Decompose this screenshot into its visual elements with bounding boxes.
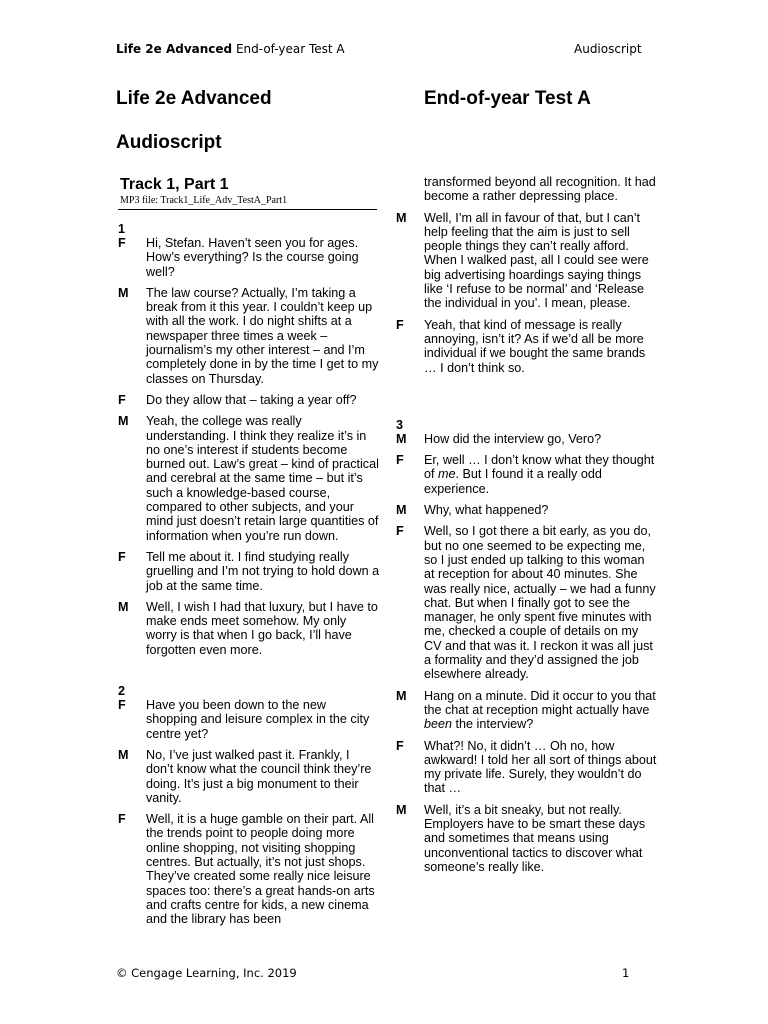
heading-rule bbox=[118, 209, 377, 210]
dialogue-turn bbox=[396, 739, 658, 796]
turn-text: Well, I wish I had that luxury, but I have to make ends meet somehow. My only worry is that when I go back, I’ll have forgotten even more. bbox=[146, 599, 378, 657]
track-heading: Track 1, Part 1 bbox=[120, 176, 229, 193]
dialogue-turn bbox=[118, 286, 380, 386]
section-spacer bbox=[118, 664, 380, 684]
dialogue-turn bbox=[118, 414, 380, 543]
turn-text: Yeah, that kind of message is really annoying, isn’t it? As if we’d all be more individual if we bought the same brands … I don’t think so. bbox=[424, 317, 646, 375]
turn-text: Well, so I got there a bit early, as you do, but no one seemed to be expecting me, so I just ended up talking to this woman at reception for about 40 minutes. She was really nice, actually – we had a funny chat. But when I finally got to see the manager, he only spent five minutes with me, checked a couple of details on my CV and that was it. I reckon it was all just a formality and they’d assigned the job elsewhere already. bbox=[424, 524, 656, 682]
dialogue-turn bbox=[396, 211, 658, 311]
turn-text bbox=[424, 689, 658, 732]
section-number: 3 bbox=[396, 417, 404, 432]
turn-text-part: the interview? bbox=[452, 717, 534, 732]
turn-text: No, I’ve just walked past it. Frankly, I don’t know what the council think they’re doing. It’s just a big monument to their vanity. bbox=[146, 747, 372, 805]
emphasis-text: me bbox=[438, 467, 456, 482]
header-test-name: End-of-year Test A bbox=[232, 42, 345, 56]
page-number: 1 bbox=[622, 966, 630, 980]
dialogue-turn bbox=[118, 698, 380, 741]
speaker-label: F bbox=[118, 236, 126, 250]
dialogue-turn bbox=[396, 689, 658, 732]
turn-text-part: . But I found it a really odd experience. bbox=[424, 467, 602, 496]
turn-text: Tell me about it. I find studying really gruelling and I’m not trying to hold down a job at the same time. bbox=[146, 549, 380, 593]
turn-text: What?! No, it didn’t … Oh no, how awkward! I told her all sort of things about my private life. Surely, they wouldn’t do that … bbox=[424, 738, 657, 796]
speaker-label: M bbox=[396, 688, 407, 703]
dialogue-turn bbox=[396, 432, 658, 446]
speaker-label: F bbox=[118, 812, 126, 827]
speaker-label: F bbox=[396, 317, 404, 332]
turn-text: Hi, Stefan. Haven’t seen you for ages. How’s everything? Is the course going well? bbox=[146, 236, 359, 279]
mp3-filename: MP3 file: Track1_Life_Adv_TestA_Part1 bbox=[120, 195, 288, 206]
dialogue-turn bbox=[118, 748, 380, 805]
turn-text: Why, what happened? bbox=[424, 503, 549, 518]
turn-text: Well, it’s a bit sneaky, but not really. Employers have to be smart these days and sometimes that means using unconventional tactics to discover what someone’s really like. bbox=[424, 802, 646, 874]
running-header-left bbox=[116, 42, 345, 56]
footer-copyright: © Cengage Learning, Inc. 2019 bbox=[116, 966, 297, 980]
turn-text: How did the interview go, Vero? bbox=[424, 431, 602, 446]
dialogue-turn bbox=[396, 524, 658, 681]
dialogue-turn bbox=[118, 600, 380, 657]
turn-continuation: transformed beyond all recognition. It had become a rather depressing place. bbox=[424, 175, 656, 204]
speaker-label: M bbox=[396, 503, 407, 518]
turn-text: Do they allow that – taking a year off? bbox=[146, 392, 357, 407]
speaker-label: M bbox=[118, 414, 129, 429]
speaker-label: F bbox=[118, 549, 126, 564]
dialogue-turn bbox=[118, 550, 380, 593]
dialogue-turn bbox=[118, 812, 380, 926]
header-book-title: Life 2e Advanced bbox=[116, 42, 233, 56]
dialogue-turn bbox=[396, 318, 658, 375]
page-title-book: Life 2e Advanced bbox=[116, 88, 272, 109]
section-number: 2 bbox=[118, 684, 126, 699]
section-number: 1 bbox=[118, 222, 126, 236]
speaker-label: F bbox=[118, 698, 126, 713]
dialogue-turn bbox=[118, 393, 380, 407]
dialogue-turn bbox=[118, 236, 380, 279]
speaker-label: M bbox=[118, 747, 129, 762]
turn-text: Well, I’m all in favour of that, but I can’t help feeling that the aim is just to sell people things they can’t really afford. When I walked past, all I could see were big advertising hoardings saying things like ‘I refuse to be normal’ and ‘Release the individual in you’. I mean, please. bbox=[424, 210, 649, 311]
turn-text: The law course? Actually, I’m taking a break from it this year. I couldn’t keep up with all the work. I do night shifts at a newspaper three times a week – journalism’s my other interest – and I’m completely done in by the time I get to my classes on Thursday. bbox=[146, 285, 379, 386]
speaker-label: M bbox=[396, 431, 407, 446]
running-header-right: Audioscript bbox=[574, 42, 642, 56]
right-column bbox=[396, 175, 658, 881]
speaker-label: F bbox=[396, 453, 404, 468]
turn-text: Have you been down to the new shopping and leisure complex in the city centre yet? bbox=[146, 698, 370, 741]
speaker-label: F bbox=[118, 392, 126, 407]
page-title-test: End-of-year Test A bbox=[424, 88, 591, 109]
turn-text-part: Hang on a minute. Did it occur to you that the chat at reception might actually have bbox=[424, 688, 656, 717]
turn-text-part: Er, well … I don’t know what they thought of bbox=[424, 453, 655, 482]
turn-text: Yeah, the college was really understanding. I think they realize it’s in no one’s interest if students become burned out. Law’s great – kind of practical and cerebral at the same time – but it’s such a knowledge-based course, compared to other subjects, and your mind just doesn’t retain large quantities of information when you’re run down. bbox=[146, 414, 379, 543]
speaker-label: M bbox=[118, 285, 129, 300]
dialogue-turn bbox=[396, 803, 658, 874]
turn-text: Well, it is a huge gamble on their part. All the trends point to people doing more online shopping, not visiting shopping centres. But actually, it’s not just shops. They’ve created some really nice leisure spaces too: there’s a great hands-on arts and crafts centre for kids, a new cinema and the library has been bbox=[146, 812, 375, 927]
speaker-label: M bbox=[396, 802, 407, 817]
turn-text bbox=[424, 453, 658, 496]
page-subtitle: Audioscript bbox=[116, 132, 222, 153]
left-column bbox=[118, 222, 380, 933]
dialogue-turn bbox=[396, 453, 658, 496]
speaker-label: M bbox=[118, 599, 129, 614]
emphasis-text: been bbox=[424, 717, 453, 732]
speaker-label: F bbox=[396, 524, 404, 539]
speaker-label: F bbox=[396, 738, 404, 753]
dialogue-turn bbox=[396, 503, 658, 517]
speaker-label: M bbox=[396, 210, 407, 225]
section-spacer bbox=[396, 382, 658, 418]
